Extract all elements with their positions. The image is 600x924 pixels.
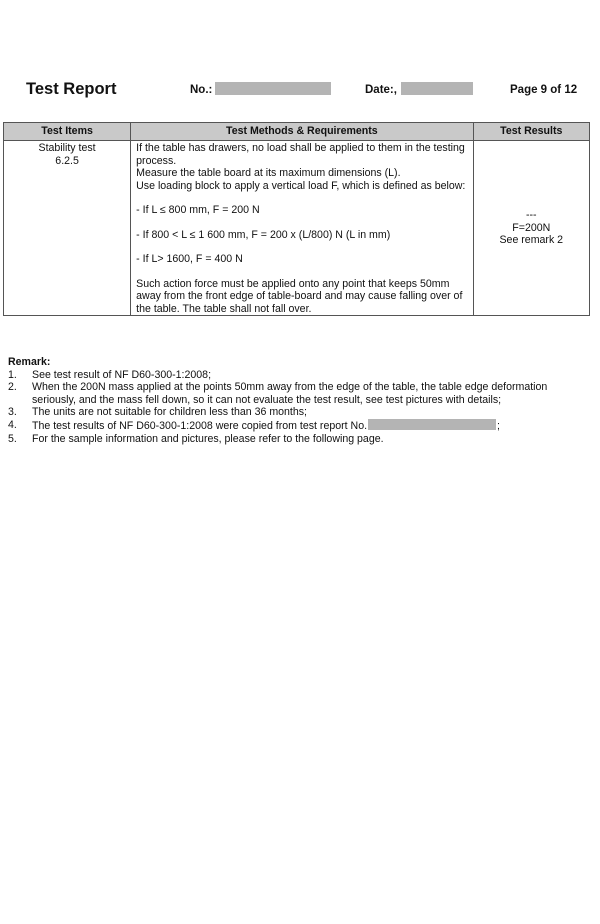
- remark-item: [8, 406, 588, 419]
- method-intro-load: Use loading block to apply a vertical load F, which is defined as below:: [136, 179, 466, 192]
- page-number: Page 9 of 12: [510, 84, 578, 96]
- remark-number: 5.: [8, 432, 17, 445]
- remark-item: [8, 433, 588, 446]
- test-methods-cell: [131, 141, 473, 316]
- remark-number: 4.: [8, 418, 17, 431]
- result-dash: ---: [525, 209, 537, 222]
- remark-text-before: The test results of NF D60-300-1:2008 were copied from test report No.: [32, 419, 368, 432]
- header-test-methods: Test Methods & Requirements: [131, 123, 473, 141]
- header-test-items: Test Items: [4, 123, 131, 141]
- test-item-cell: [4, 141, 131, 316]
- remarks-section: [8, 356, 588, 445]
- method-closing-requirement: Such action force must be applied onto any point that keeps 50mm away from the front edge of table-board and may cause falling over of the table. The table shall not fall over.: [136, 277, 463, 315]
- remark-number: 3.: [8, 406, 17, 419]
- report-header: [26, 80, 586, 102]
- date-label: Date:,: [365, 84, 397, 96]
- test-results-table: [3, 122, 590, 316]
- test-item-name: Stability test: [38, 142, 96, 154]
- report-number-redaction: [368, 419, 496, 430]
- test-result-cell: [473, 141, 589, 316]
- header-test-results: Test Results: [473, 123, 589, 141]
- remarks-heading: Remark:: [8, 356, 51, 368]
- remark-text: [32, 419, 588, 433]
- report-number-label: No.:: [190, 84, 213, 96]
- remark-text-after: ;: [497, 419, 500, 432]
- remark-text: When the 200N mass applied at the points 50mm away from the edge of the table, the table edge deformation seriously, and the mass fell down, so it can not evaluate the test result, see test pictures with details;: [32, 381, 548, 406]
- remark-number: 2.: [8, 381, 17, 394]
- test-item-clause: 6.2.5: [55, 154, 79, 167]
- result-see-remark: See remark 2: [499, 234, 564, 247]
- result-force: F=200N: [512, 221, 551, 234]
- remark-number: 1.: [8, 368, 17, 381]
- date-redaction: [401, 82, 473, 95]
- method-condition-3: - If L> 1600, F = 400 N: [136, 253, 243, 265]
- remark-item: [8, 369, 588, 382]
- method-intro-measure: Measure the table board at its maximum dimensions (L).: [136, 167, 401, 179]
- method-intro-drawers: If the table has drawers, no load shall be applied to them in the testing process.: [136, 142, 465, 167]
- table-row: [4, 141, 590, 316]
- remark-item: [8, 381, 588, 406]
- report-title: Test Report: [26, 80, 117, 98]
- remark-text: The units are not suitable for children less than 36 months;: [32, 406, 308, 419]
- remark-text: For the sample information and pictures, please refer to the following page.: [32, 432, 384, 445]
- method-condition-1: - If L ≤ 800 mm, F = 200 N: [136, 204, 260, 216]
- method-condition-2: - If 800 < L ≤ 1 600 mm, F = 200 x (L/800) N (L in mm): [136, 228, 391, 241]
- report-number-redaction: [215, 82, 331, 95]
- table-header-row: [4, 123, 590, 141]
- remark-text: See test result of NF D60-300-1:2008;: [32, 368, 212, 381]
- remark-item: [8, 419, 588, 433]
